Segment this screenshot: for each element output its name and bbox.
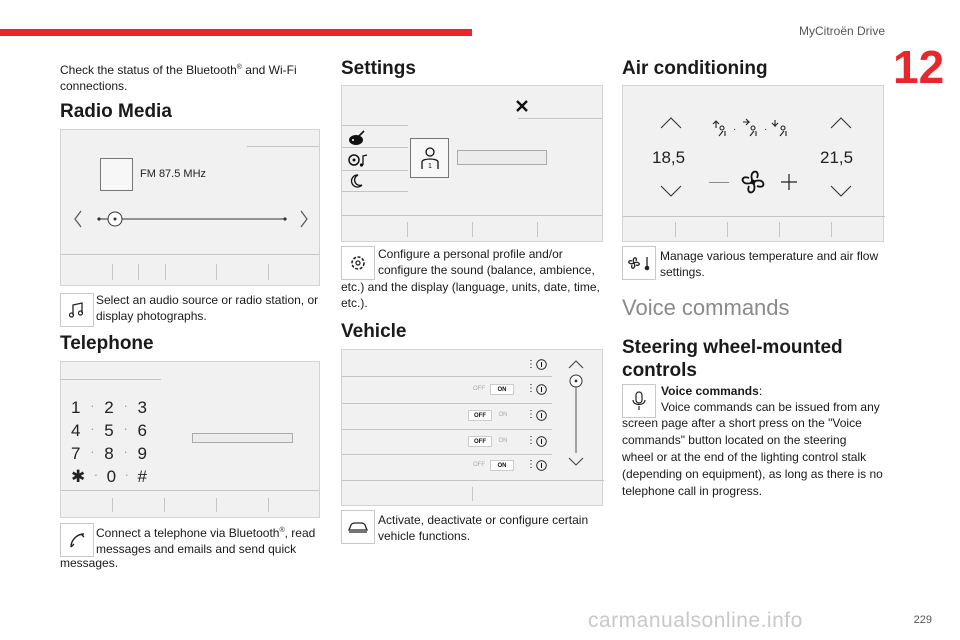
fan-increase-icon[interactable] [779, 172, 799, 192]
watermark: carmanualsonline.info [588, 609, 803, 632]
toggle-switch-2[interactable]: OFF ON [468, 410, 514, 421]
telephone-heading: Telephone [60, 333, 154, 354]
settings-description-a: Configure a personal profile and/or configure the sound (balance, ambience, [378, 247, 595, 277]
telephone-keypad [71, 398, 147, 490]
temp-right-up-icon[interactable] [829, 116, 853, 130]
keypad-key: 5 [104, 421, 114, 440]
keypad-separator: · [93, 467, 99, 482]
radio-description: Select an audio source or radio station, or display photographs. [96, 293, 319, 323]
fan-icon [737, 166, 769, 198]
moon-icon [348, 173, 364, 189]
radio-slider [71, 208, 311, 230]
air-conditioning-heading: Air conditioning [622, 58, 768, 79]
radio-media-heading: Radio Media [60, 101, 172, 122]
vehicle-heading: Vehicle [341, 321, 407, 342]
keypad-separator: · [90, 444, 95, 459]
toggle-switch-4[interactable]: OFF ON [468, 460, 514, 471]
keypad-key: 2 [104, 398, 114, 417]
temperature-left: 18,5 [652, 148, 686, 167]
toggle-switch-1[interactable]: OFF ON [468, 384, 514, 395]
steering-wheel-controls-heading: Steering wheel-mounted controls [622, 337, 843, 381]
keypad-separator: · [123, 444, 128, 459]
keypad-key: 4 [71, 421, 81, 440]
user-profile-icon [419, 145, 441, 171]
gear-icon [341, 246, 375, 280]
settings-heading: Settings [341, 58, 416, 79]
info-icon [536, 384, 547, 395]
telephone-description-b: messages. [60, 556, 119, 570]
album-art-placeholder [100, 158, 133, 191]
number-display-field [192, 433, 293, 443]
options-dots-icon: ⋮ [526, 409, 536, 420]
header-red-bar [0, 29, 472, 36]
temp-left-up-icon[interactable] [659, 116, 683, 130]
info-icon [536, 359, 547, 370]
svg-text:·: · [764, 124, 768, 135]
air-conditioning-screen [622, 85, 884, 242]
svg-text:1: 1 [427, 163, 432, 170]
air-conditioning-description: Manage various temperature and air flow settings. [660, 249, 879, 279]
palette-icon [348, 130, 366, 146]
keypad-separator: · [124, 467, 129, 482]
fan-temperature-icon [622, 246, 656, 280]
profile-button[interactable] [410, 138, 449, 178]
car-icon [341, 510, 375, 544]
voice-commands-description-a: Voice commands can be issued from any [661, 400, 880, 414]
vehicle-screen [341, 349, 603, 506]
station-frequency: FM 87.5 MHz [140, 168, 207, 180]
keypad-separator: · [90, 421, 95, 436]
keypad-key: 3 [137, 398, 147, 417]
telephone-screen [60, 361, 320, 518]
keypad-key: ✱ [71, 467, 86, 486]
svg-text:·: · [733, 124, 737, 135]
keypad-separator: · [90, 398, 95, 413]
keypad-key: 1 [71, 398, 81, 417]
options-dots-icon: ⋮ [526, 383, 536, 394]
air-flow-icons[interactable] [709, 118, 809, 138]
keypad-key: # [137, 467, 147, 486]
temp-left-down-icon[interactable] [659, 184, 683, 198]
voice-commands-label: Voice commands: [661, 384, 763, 398]
keypad-key: 6 [137, 421, 147, 440]
options-dots-icon: ⋮ [526, 359, 536, 370]
options-dots-icon: ⋮ [526, 459, 536, 470]
radio-media-screen [60, 129, 320, 286]
vertical-scrollbar[interactable] [564, 358, 588, 470]
settings-description-b: etc.) and the display (language, units, date, time, etc.). [341, 280, 600, 310]
voice-commands-description-b: screen page after a short press on the "Voice commands" button located on the steering wheel or at the end of the lighting control stalk (depending on equipment), as long as there is no telephone call in progress. [622, 416, 883, 498]
temperature-right: 21,5 [820, 148, 854, 167]
chapter-number: 12 [893, 41, 945, 93]
profile-name-field [457, 150, 547, 165]
telephone-description-a: Connect a telephone via Bluetooth®, read messages and emails and send quick [96, 526, 316, 556]
microphone-icon [622, 384, 656, 418]
close-icon [516, 100, 528, 112]
voice-commands-heading: Voice commands [622, 295, 790, 320]
temp-right-down-icon[interactable] [829, 184, 853, 198]
info-icon [536, 410, 547, 421]
gear-music-icon [346, 151, 368, 169]
page-number: 229 [913, 614, 932, 626]
options-dots-icon: ⋮ [526, 435, 536, 446]
running-header: MyCitroën Drive [798, 24, 885, 38]
music-note-icon [60, 293, 94, 327]
keypad-key: 8 [104, 444, 114, 463]
keypad-key: 9 [137, 444, 147, 463]
keypad-separator: · [123, 421, 128, 436]
phone-handset-icon [60, 523, 94, 557]
info-icon [536, 460, 547, 471]
settings-screen [341, 85, 603, 242]
intro-text: Check the status of the Bluetooth® and Wi-Fi connections. [60, 63, 297, 93]
keypad-key: 7 [71, 444, 81, 463]
keypad-separator: · [123, 398, 128, 413]
vehicle-description: Activate, deactivate or configure certain vehicle functions. [378, 513, 589, 543]
info-icon [536, 436, 547, 447]
toggle-switch-3[interactable]: OFF ON [468, 436, 514, 447]
keypad-key: 0 [106, 467, 117, 486]
